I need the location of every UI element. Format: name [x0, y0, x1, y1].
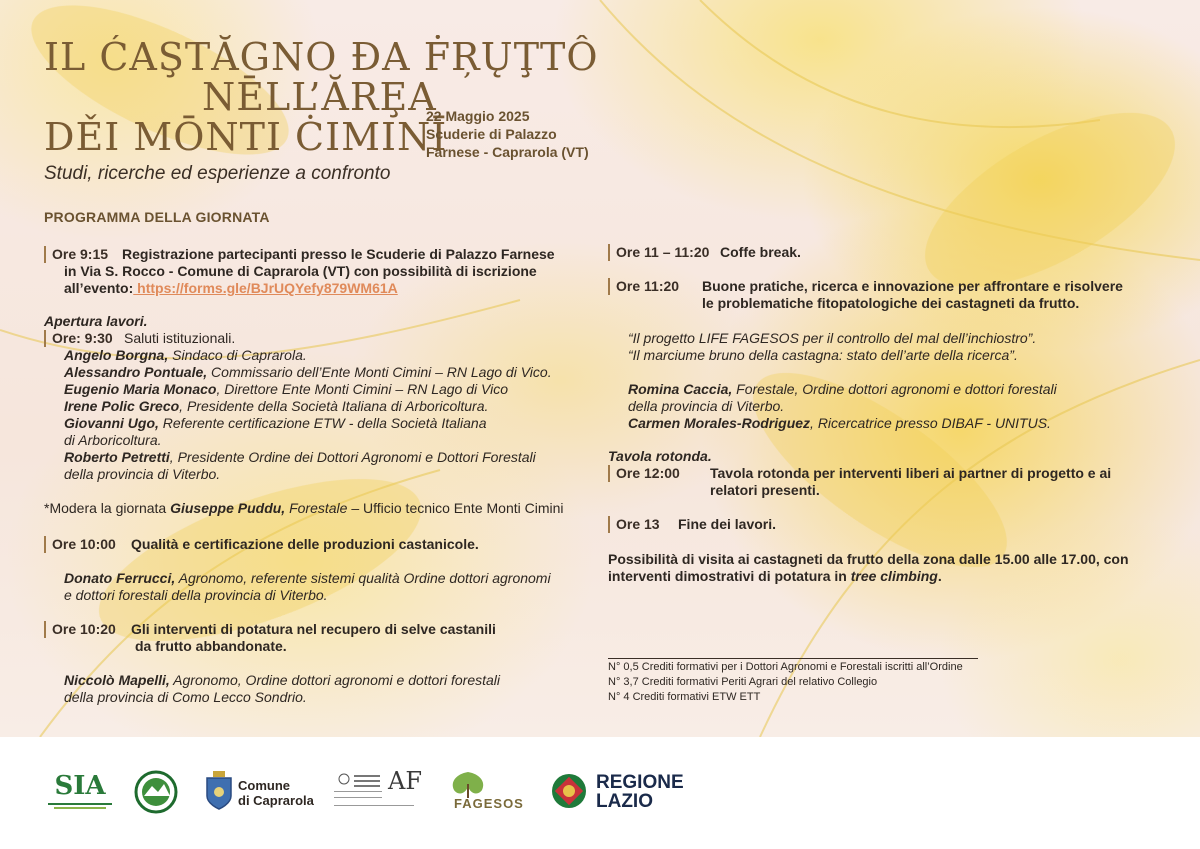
end-text: Fine dei lavori. — [678, 516, 777, 532]
event-venue-line2: Farnese - Caprarola (VT) — [426, 144, 589, 160]
speaker-line: di Arboricoltura. — [64, 432, 162, 448]
time-1200: Ore 12:00 — [608, 465, 680, 482]
session-1120-title: Buone pratiche, ricerca e innovazione per affrontare e risolvere le problematiche fitopatologiche dei castagneti da frutto. — [702, 278, 1123, 311]
regione-lazio-emblem — [551, 773, 587, 809]
speaker-line: Roberto Petretti, Presidente Ordine dei Dottori Agronomi e Dottori Forestali — [64, 449, 536, 465]
event-details — [426, 107, 589, 161]
opening-text: Saluti istituzionali. — [124, 330, 236, 346]
credit-line: N° 0,5 Crediti formativi per i Dottori Agronomi e Forestali iscritti all’Ordine — [608, 661, 963, 673]
credits-list — [608, 660, 963, 705]
title-line-3: DĚI MŌNTI ĊIMINĪ — [44, 115, 448, 159]
time-break: Ore 11 – 11:20 — [608, 244, 709, 261]
ministry-af-logo: AF — [330, 769, 420, 815]
credits-divider — [608, 658, 978, 659]
talk-1: “Il progetto LIFE FAGESOS per il controllo del mal dell’inchiostro”. — [628, 330, 1037, 346]
speaker-line: Giovanni Ugo, Referente certificazione ETW - della Società Italiana — [64, 415, 487, 431]
ente-monti-cimini-logo — [134, 770, 178, 814]
moderator-line: *Modera la giornata Giuseppe Puddu, Forestale – Ufficio tecnico Ente Monti Cimini — [44, 500, 564, 516]
sia-logo: SIA — [44, 771, 116, 811]
caprarola-coat-of-arms-icon — [204, 770, 234, 810]
subtitle: Studi, ricerche ed esperienze a confronto — [44, 163, 391, 184]
session-1020-speaker: Niccolò Mapelli, Agronomo, Ordine dottori agronomi e dottori forestali della provincia di Como Lecco Sondrio. — [64, 672, 501, 705]
title-line-2: NĒLL’ĂRȨA — [202, 75, 437, 119]
event-date: 22 Maggio 2025 — [426, 108, 530, 124]
roundtable-text: Tavola rotonda per interventi liberi ai partner di progetto e ai relatori presenti. — [710, 465, 1112, 498]
comune-caprarola-text: Comune di Caprarola — [238, 778, 314, 808]
time-1000: Ore 10:00 — [44, 536, 116, 553]
credit-line: N° 3,7 Crediti formativi Periti Agrari del relativo Collegio — [608, 676, 878, 688]
visit-note: Possibilità di visita ai castagneti da frutto della zona dalle 15.00 alle 17.00, con interventi dimostrativi di potatura in tree climbing. — [608, 551, 1129, 584]
speaker-line: Angelo Borgna, Sindaco di Caprarola. — [64, 347, 307, 363]
registration-link-prefix: all’evento: — [64, 280, 134, 296]
footer-logos — [0, 737, 1200, 849]
registration-form-link[interactable]: https://forms.gle/BJrUQYefy879WM61A — [133, 280, 398, 296]
event-venue-line1: Scuderie di Palazzo — [426, 126, 557, 142]
time-opening: Ore: 9:30 — [44, 330, 113, 347]
time-1020: Ore 10:20 — [44, 621, 116, 638]
session-1120-talks — [628, 330, 1036, 364]
speaker-line: Eugenio Maria Monaco, Direttore Ente Monti Cimini – RN Lago di Vico — [64, 381, 509, 397]
opening-speakers — [64, 347, 604, 483]
opening-label: Apertura lavori. — [44, 313, 148, 329]
fagesos-logo: FAGESOS — [444, 770, 530, 814]
talk-2: “Il marciume bruno della castagna: stato dell’arte della ricerca”. — [628, 347, 1018, 363]
registration-continued — [64, 263, 604, 297]
registration-line3 — [64, 280, 604, 297]
session-1000-title: Qualità e certificazione delle produzioni castanicole. — [131, 536, 479, 552]
time-1300: Ore 13 — [608, 516, 660, 533]
time-registration: Ore 9:15 — [44, 246, 108, 263]
session-1120-speakers: Romina Caccia, Forestale, Ordine dottori agronomi e dottori forestali della provincia di Viterbo. Carmen Morales-Rodriguez, Ricercatrice presso DIBAF - UNITUS. — [628, 381, 1057, 431]
roundtable-label: Tavola rotonda. — [608, 448, 712, 464]
time-1120: Ore 11:20 — [608, 278, 679, 295]
program-heading: PROGRAMMA DELLA GIORNATA — [44, 209, 270, 225]
credit-line: N° 4 Crediti formativi ETW ETT — [608, 691, 761, 703]
session-1000-speaker: Donato Ferrucci, Agronomo, referente sistemi qualità Ordine dottori agronomi e dottori forestali della provincia di Viterbo. — [64, 570, 551, 603]
regione-lazio-text: REGIONE LAZIO — [596, 772, 684, 812]
registration-line2: in Via S. Rocco - Comune di Caprarola (VT) con possibilità di iscrizione — [64, 263, 537, 279]
title-line-1: IL ĆAŞTĂGNO ĐA ḞŖŲŢTÔ — [44, 35, 599, 79]
registration-text — [122, 246, 602, 263]
session-1020-title: Gli interventi di potatura nel recupero di selve castanili da frutto abbandonate. — [131, 621, 496, 654]
speaker-line: della provincia di Viterbo. — [64, 466, 221, 482]
registration-line1: Registrazione partecipanti presso le Scuderie di Palazzo Farnese — [122, 246, 555, 262]
speaker-line: Irene Polic Greco, Presidente della Società Italiana di Arboricoltura. — [64, 398, 489, 414]
break-title: Coffe break. — [720, 244, 801, 260]
speaker-line: Alessandro Pontuale, Commissario dell’Ente Monti Cimini – RN Lago di Vico. — [64, 364, 552, 380]
